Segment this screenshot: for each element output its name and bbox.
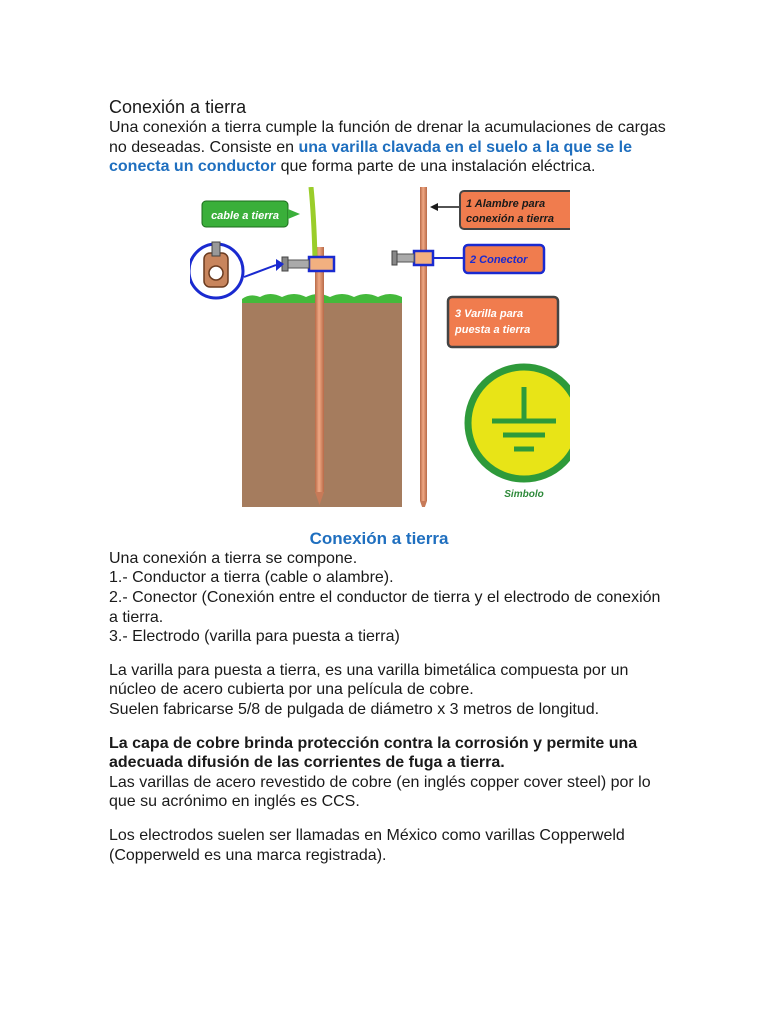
para-cobre: La capa de cobre brinda protección contra la corrosión y permite una adecuada difusión de las corrientes de fuga a tierra. [109, 734, 638, 772]
list-item-1: 1.- Conductor a tierra (cable o alambre). [109, 569, 394, 587]
symbol-label: Simbolo [504, 488, 544, 500]
label-alambre-line1: 1 Alambre para [466, 197, 546, 210]
left-bolt [287, 260, 309, 268]
left-rod [315, 247, 324, 492]
cable-label: cable a tierra [211, 209, 279, 222]
intro-text-1: Una conexión a tierra cumple la función de drenar la acumulaciones de cargas no deseadas. Consiste en [109, 119, 666, 156]
label-varilla-line2: puesta a tierra [455, 323, 531, 336]
figure-caption: Conexión a tierra [309, 528, 449, 548]
right-rod [420, 187, 427, 501]
intro-highlight: una varilla clavada en el suelo a la que se le conecta un conductor [109, 138, 632, 176]
label-varilla-box [448, 297, 558, 347]
page-title: Conexión a tierra [109, 97, 247, 117]
para-fabricacion: Suelen fabricarse 5/8 de pulgada de diámetro x 3 metros de longitud. [109, 700, 600, 718]
intro-paragraph [109, 118, 669, 177]
label-conector: 2 Conector [470, 253, 528, 266]
para-copperweld: Los electrodos suelen ser llamadas en México como varillas Copperweld (Copperweld es una marca registrada). [109, 826, 625, 864]
document-page [109, 96, 669, 865]
para-ccs: Las varillas de acero revestido de cobre (en inglés copper cover steel) por lo que su acrónimo en inglés es CCS. [109, 773, 651, 811]
label-alambre-line2: conexión a tierra [466, 212, 555, 225]
list-intro: Una conexión a tierra se compone. [109, 549, 358, 567]
label-varilla-line1: 3 Varilla para [455, 307, 524, 320]
ground-wire [311, 187, 315, 259]
para-varilla: La varilla para puesta a tierra, es una varilla bimetálica compuesta por un núcleo de acero cubierta por una película de cobre. [109, 661, 629, 699]
intro-text-2: que forma parte de una instalación eléctrica. [276, 158, 596, 176]
left-connector [309, 257, 334, 271]
right-connector [414, 251, 433, 265]
grounding-diagram [190, 187, 570, 527]
list-item-2: 2.- Conector (Conexión entre el conductor de tierra y el electrodo de conexión a tierra. [109, 588, 661, 626]
list-item-3: 3.- Electrodo (varilla para puesta a tierra) [109, 628, 400, 646]
